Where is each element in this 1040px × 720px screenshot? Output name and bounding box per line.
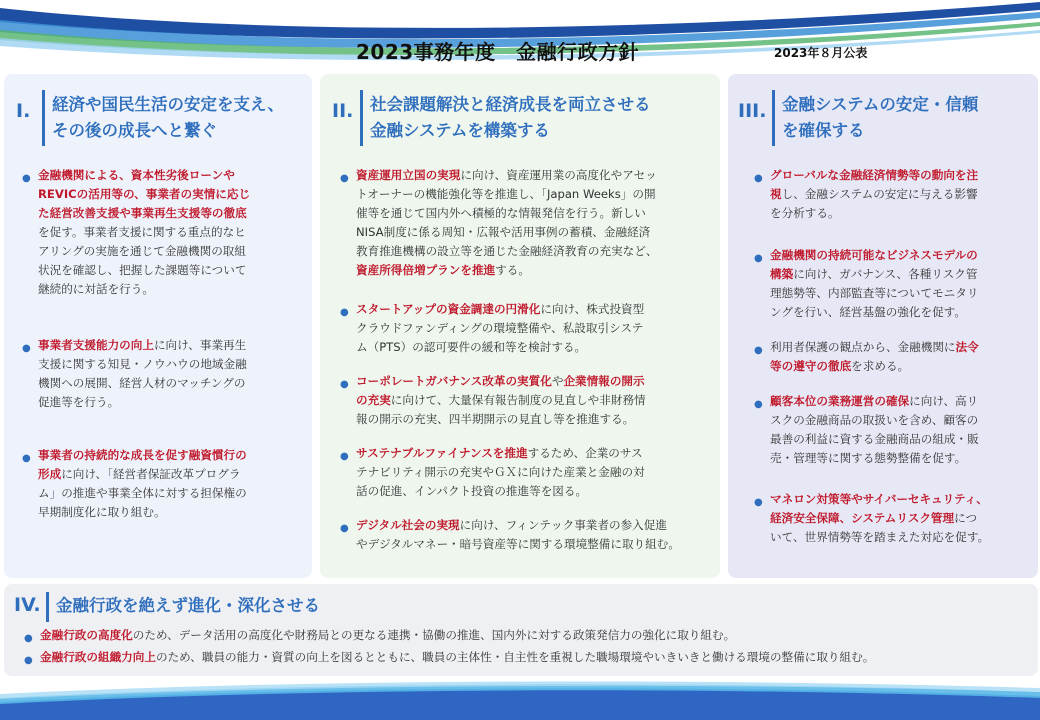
bullet-dot-icon: ● bbox=[22, 173, 31, 184]
body-text: 話の促進、インパクト投資の推進等を図る。 bbox=[356, 484, 588, 498]
section-4-panel bbox=[4, 584, 1038, 676]
body-text: NISA制度に係る周知・広報や活用事例の蓄積、金融経済 bbox=[356, 225, 651, 239]
title-line: を確保する bbox=[782, 121, 865, 140]
body-text: に向け、資産運用業の高度化やアセッ bbox=[460, 168, 657, 182]
body-text: 促進等を行う。 bbox=[38, 395, 120, 409]
body-text: 継続的に対話を行う。 bbox=[38, 282, 154, 296]
text-line bbox=[356, 204, 716, 223]
body-text: や bbox=[551, 374, 564, 388]
text-line bbox=[770, 204, 1036, 223]
title-line: 経済や国民生活の安定を支え、 bbox=[52, 95, 284, 114]
highlight-text: 金融行政の高度化 bbox=[40, 628, 133, 642]
text-line bbox=[770, 411, 1036, 430]
highlight-text: 事業者支援能力の向上 bbox=[38, 338, 154, 352]
body-text: 売・管理等に関する態勢整備を促す。 bbox=[770, 451, 967, 465]
text-line bbox=[38, 503, 308, 522]
body-text: し、金融システムの安定に与える影響 bbox=[781, 187, 978, 201]
highlight-text: 金融機関による、資本性劣後ローンや bbox=[38, 168, 235, 182]
highlight-text: デジタル社会の実現 bbox=[356, 518, 460, 532]
title-line: 金融行政を絶えず進化・深化させる bbox=[56, 596, 320, 615]
body-text: トオーナーの機能強化等を推進し、「Japan Weeks」の開 bbox=[356, 187, 656, 201]
section-1-title bbox=[52, 92, 284, 144]
body-text: 教育推進機構の設立等を通じた金融経済教育の充実など、 bbox=[356, 244, 658, 258]
body-text: につ bbox=[954, 511, 978, 525]
text-line bbox=[38, 185, 308, 204]
text-line bbox=[770, 303, 1036, 322]
text-line bbox=[770, 509, 1036, 528]
highlight-text: 視 bbox=[770, 187, 782, 201]
text-line bbox=[38, 166, 308, 185]
body-text: に向け、株式投資型 bbox=[540, 302, 645, 316]
text-line bbox=[356, 535, 716, 554]
text-line bbox=[38, 393, 308, 412]
highlight-text: マネロン対策等やサイバーセキュリティ、 bbox=[770, 492, 988, 506]
body-text: を求める。 bbox=[851, 359, 910, 373]
section-4-title bbox=[56, 593, 320, 619]
text-line bbox=[38, 355, 308, 374]
body-text: を分析する。 bbox=[770, 206, 840, 220]
highlight-text: コーポレートガバナンス改革の実質化 bbox=[356, 374, 552, 388]
bullet-item bbox=[340, 166, 716, 280]
text-line bbox=[770, 246, 1036, 265]
body-text: 利用者保護の観点から、金融機関に bbox=[770, 340, 956, 354]
text-line bbox=[40, 626, 1040, 645]
text-line bbox=[356, 410, 716, 429]
section-1-panel bbox=[4, 74, 312, 578]
page-title: 2023事務年度 金融行政方針 bbox=[356, 40, 640, 64]
text-line bbox=[356, 516, 716, 535]
publication-date: 2023年８月公表 bbox=[774, 46, 868, 60]
bullet-dot-icon: ● bbox=[340, 173, 349, 184]
body-text: のため、データ活用の高度化や財務局との更なる連携・協働の推進、国内外に対する政策発信力の強化に取り組む。 bbox=[132, 628, 736, 642]
bullet-item bbox=[340, 300, 716, 357]
highlight-text: REVICの活用等の、事業者の実情に応じ bbox=[38, 187, 251, 201]
text-line bbox=[38, 336, 308, 355]
section-1-header bbox=[4, 90, 312, 150]
bullet-item bbox=[754, 490, 1036, 547]
text-line bbox=[38, 261, 308, 280]
bullet-dot-icon: ● bbox=[22, 343, 31, 354]
text-line bbox=[356, 372, 716, 391]
title-line: 社会課題解決と経済成長を両立させる bbox=[370, 95, 651, 114]
section-3-panel bbox=[728, 74, 1038, 578]
highlight-text: 金融機関の持続可能なビジネスモデルの bbox=[770, 248, 978, 262]
text-line bbox=[356, 223, 716, 242]
text-line bbox=[38, 374, 308, 393]
text-line bbox=[770, 528, 1036, 547]
section-2-panel bbox=[320, 74, 720, 578]
highlight-text: 等の遵守の徹底 bbox=[770, 359, 852, 373]
body-text: ム」の推進や事業全体に対する担保権の bbox=[38, 486, 247, 500]
body-text: テナビリティ開示の充実やＧＸに向けた産業と金融の対 bbox=[356, 465, 645, 479]
highlight-text: 形成 bbox=[38, 467, 62, 481]
body-text: に向け、「経営者保証改革プログラ bbox=[61, 467, 241, 481]
section-2-header bbox=[320, 90, 720, 150]
bullet-dot-icon: ● bbox=[24, 633, 33, 644]
bullet-item bbox=[340, 444, 716, 501]
body-text: する。 bbox=[495, 263, 530, 277]
body-text: に向けて、大量保有報告制度の見直しや非財務情 bbox=[390, 393, 646, 407]
body-text: スクの金融商品の取扱いを含め、顧客の bbox=[770, 413, 979, 427]
body-text: いて、世界情勢等を踏まえた対応を促す。 bbox=[770, 530, 990, 544]
text-line bbox=[770, 185, 1036, 204]
bullet-dot-icon: ● bbox=[22, 453, 31, 464]
text-line bbox=[38, 280, 308, 299]
bullet-item bbox=[22, 446, 308, 522]
body-text: 理態勢等、内部監査等についてモニタリ bbox=[770, 286, 979, 300]
highlight-text: 金融行政の組織力向上 bbox=[40, 650, 156, 664]
bullet-item bbox=[754, 166, 1036, 223]
bullet-item bbox=[340, 516, 716, 554]
section-4-divider bbox=[46, 592, 49, 622]
bullet-item bbox=[22, 166, 308, 299]
highlight-text: 企業情報の開示 bbox=[563, 374, 645, 388]
text-line bbox=[770, 284, 1036, 303]
text-line bbox=[356, 463, 716, 482]
body-text: するため、企業のサス bbox=[527, 446, 643, 460]
text-line bbox=[40, 648, 1040, 667]
bullet-item bbox=[24, 626, 1040, 645]
section-3-numeral: III. bbox=[738, 100, 767, 122]
text-line bbox=[356, 185, 716, 204]
highlight-text: 顧客本位の業務運営の確保 bbox=[770, 394, 910, 408]
title-line: その後の成長へと繋ぐ bbox=[52, 121, 217, 140]
text-line bbox=[770, 430, 1036, 449]
body-text: に向け、フィンテック事業者の参入促進 bbox=[459, 518, 667, 532]
text-line bbox=[770, 392, 1036, 411]
bullet-item bbox=[22, 336, 308, 412]
highlight-text: 構築 bbox=[770, 267, 794, 281]
text-line bbox=[770, 166, 1036, 185]
text-line bbox=[38, 204, 308, 223]
section-3-title bbox=[782, 92, 978, 144]
bottom-wave-decoration bbox=[0, 680, 1040, 720]
section-2-divider bbox=[360, 90, 363, 146]
text-line bbox=[38, 484, 308, 503]
text-line bbox=[356, 444, 716, 463]
section-4-numeral: IV. bbox=[14, 594, 41, 616]
text-line bbox=[356, 482, 716, 501]
section-2-title bbox=[370, 92, 651, 144]
body-text: のため、職員の能力・資質の向上を図るとともに、職員の主体性・自主性を重視した職場環境やいきいきと働ける環境の整備に取り組む。 bbox=[155, 650, 875, 664]
text-line bbox=[356, 338, 716, 357]
text-line bbox=[770, 449, 1036, 468]
body-text: アリングの実施を通じて金融機関の取組 bbox=[38, 244, 246, 258]
bullet-dot-icon: ● bbox=[754, 399, 763, 410]
body-text: 報の開示の充実、四半期開示の見直し等を推進する。 bbox=[356, 412, 635, 426]
section-4-header bbox=[4, 592, 1038, 622]
highlight-text: 資産所得倍増プランを推進 bbox=[356, 263, 496, 277]
body-text: に向け、事業再生 bbox=[153, 338, 247, 352]
text-line bbox=[770, 265, 1036, 284]
text-line bbox=[770, 338, 1036, 357]
highlight-text: の充実 bbox=[356, 393, 391, 407]
bullet-dot-icon: ● bbox=[24, 655, 33, 666]
bullet-dot-icon: ● bbox=[340, 523, 349, 534]
highlight-text: 資産運用立国の実現 bbox=[356, 168, 461, 182]
bullet-item bbox=[754, 338, 1036, 376]
highlight-text: 事業者の持続的な成長を促す融資慣行の bbox=[38, 448, 247, 462]
title-line: 金融システムを構築する bbox=[370, 121, 550, 140]
title-line: 金融システムの安定・信頼 bbox=[782, 95, 979, 114]
text-line bbox=[38, 223, 308, 242]
text-line bbox=[356, 319, 716, 338]
body-text: ム（PTS）の認可要件の緩和等を検討する。 bbox=[356, 340, 587, 354]
highlight-text: グローバルな金融経済情勢等の動向を注 bbox=[770, 168, 979, 182]
body-text: に向け、ガバナンス、各種リスク管 bbox=[793, 267, 978, 281]
body-text: を促す。事業者支援に関する重点的なヒ bbox=[38, 225, 246, 239]
section-1-divider bbox=[42, 90, 45, 146]
body-text: 最善の利益に資する金融商品の組成・販 bbox=[770, 432, 979, 446]
section-1-numeral: I. bbox=[16, 100, 31, 122]
body-text: に向け、高リ bbox=[909, 394, 979, 408]
highlight-text: スタートアップの資金調達の円滑化 bbox=[356, 302, 541, 316]
body-text: やデジタルマネー・暗号資産等に関する環境整備に取り組む。 bbox=[356, 537, 680, 551]
bullet-dot-icon: ● bbox=[340, 307, 349, 318]
text-line bbox=[356, 391, 716, 410]
text-line bbox=[38, 446, 308, 465]
section-2-numeral: II. bbox=[332, 100, 354, 122]
text-line bbox=[770, 357, 1036, 376]
highlight-text: 法令 bbox=[955, 340, 979, 354]
text-line bbox=[356, 300, 716, 319]
bullet-item bbox=[754, 392, 1036, 468]
text-line bbox=[38, 465, 308, 484]
body-text: クラウドファンディングの環境整備や、私設取引システ bbox=[356, 321, 644, 335]
highlight-text: サステナブルファイナンスを推進 bbox=[356, 446, 528, 460]
bullet-item bbox=[24, 648, 1040, 667]
bullet-dot-icon: ● bbox=[754, 497, 763, 508]
body-text: 支援に関する知見・ノウハウの地域金融 bbox=[38, 357, 247, 371]
bullet-item bbox=[340, 372, 716, 429]
bullet-dot-icon: ● bbox=[340, 451, 349, 462]
highlight-text: た経営改善支援や事業再生支援等の徹底 bbox=[38, 206, 247, 220]
bullet-dot-icon: ● bbox=[754, 173, 763, 184]
text-line bbox=[356, 166, 716, 185]
body-text: ングを行い、経営基盤の強化を促す。 bbox=[770, 305, 966, 319]
bullet-dot-icon: ● bbox=[754, 345, 763, 356]
bullet-dot-icon: ● bbox=[340, 379, 349, 390]
body-text: 催等を通じて国内外へ積極的な情報発信を行う。新しい bbox=[356, 206, 646, 220]
text-line bbox=[356, 261, 716, 280]
body-text: 早期制度化に取り組む。 bbox=[38, 505, 166, 519]
section-3-divider bbox=[772, 90, 775, 146]
text-line bbox=[38, 242, 308, 261]
text-line bbox=[356, 242, 716, 261]
highlight-text: 経済安全保障、システムリスク管理 bbox=[770, 511, 955, 525]
bullet-item bbox=[754, 246, 1036, 322]
bullet-dot-icon: ● bbox=[754, 253, 763, 264]
text-line bbox=[770, 490, 1036, 509]
body-text: 機関への展開、経営人材のマッチングの bbox=[38, 376, 246, 390]
section-3-header bbox=[728, 90, 1038, 150]
body-text: 状況を確認し、把握した課題等について bbox=[38, 263, 247, 277]
